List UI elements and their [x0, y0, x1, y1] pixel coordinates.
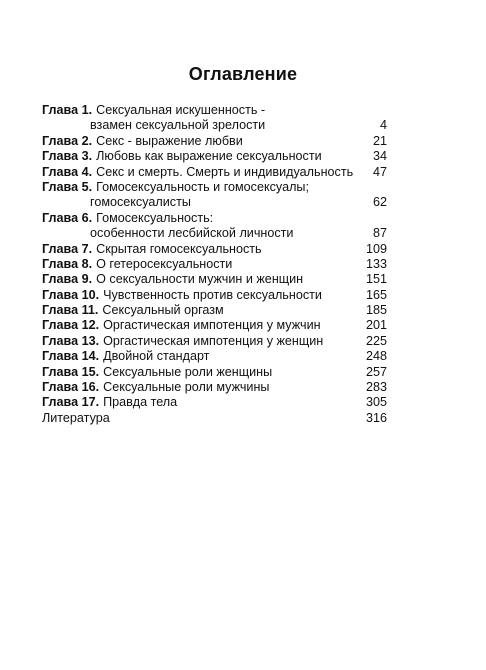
- table-of-contents: [42, 103, 387, 426]
- toc-line: [42, 165, 387, 180]
- chapter-label: Глава 17.: [42, 395, 100, 410]
- toc-line: [42, 103, 387, 118]
- chapter-title: Двойной стандарт: [103, 349, 210, 364]
- page-number: 133: [365, 256, 387, 271]
- toc-entry: [42, 211, 387, 242]
- chapter-title: Сексуальные роли мужчины: [103, 380, 270, 395]
- chapter-title: Чувственность против сексуальности: [103, 287, 322, 302]
- page-number: 305: [365, 395, 387, 410]
- chapter-label: Глава 2.: [42, 133, 93, 148]
- toc-entry: [42, 411, 387, 426]
- page-number: 21: [372, 133, 387, 148]
- toc-line: [42, 242, 387, 257]
- chapter-title: Любовь как выражение сексуальности: [96, 149, 322, 164]
- chapter-title: особенности лесбийской личности: [90, 226, 294, 241]
- page-number: 283: [365, 380, 387, 395]
- toc-line: [42, 318, 387, 333]
- toc-entry: [42, 180, 387, 211]
- page-number: 165: [365, 287, 387, 302]
- toc-entry: [42, 334, 387, 349]
- toc-line: [42, 395, 387, 410]
- chapter-title: гомосексуалисты: [90, 195, 191, 210]
- toc-line: [42, 180, 387, 195]
- toc-entry: [42, 395, 387, 410]
- toc-entry: [42, 134, 387, 149]
- chapter-title: О гетеросексуальности: [96, 256, 233, 271]
- chapter-title: Оргастическая импотенция у мужчин: [103, 318, 321, 333]
- chapter-label: Глава 4.: [42, 164, 93, 179]
- chapter-title: Литература: [42, 410, 110, 425]
- toc-line: [42, 211, 387, 226]
- chapter-title: Скрытая гомосексуальность: [96, 241, 262, 256]
- chapter-label: Глава 13.: [42, 333, 100, 348]
- chapter-label: Глава 3.: [42, 149, 93, 164]
- chapter-title: взамен сексуальной зрелости: [90, 118, 266, 133]
- chapter-label: Глава 6.: [42, 210, 93, 225]
- chapter-label: Глава 9.: [42, 272, 93, 287]
- toc-line: [42, 411, 387, 426]
- chapter-title: Гомосексуальность:: [96, 210, 214, 225]
- toc-entry: [42, 380, 387, 395]
- chapter-title: Гомосексуальность и гомосексуалы;: [96, 179, 309, 194]
- chapter-label: Глава 5.: [42, 179, 93, 194]
- chapter-label: Глава 15.: [42, 364, 100, 379]
- page-number: 34: [372, 149, 387, 164]
- page-number: 62: [372, 195, 387, 210]
- page-number: 87: [372, 226, 387, 241]
- toc-line: [42, 380, 387, 395]
- toc-line: [42, 134, 387, 149]
- toc-entry: [42, 349, 387, 364]
- chapter-label: Глава 11.: [42, 303, 99, 318]
- page-number: 47: [372, 164, 387, 179]
- toc-entry: [42, 365, 387, 380]
- chapter-title: Оргастическая импотенция у женщин: [103, 333, 324, 348]
- page-number: 225: [365, 333, 387, 348]
- chapter-title: Секс - выражение любви: [96, 133, 243, 148]
- toc-line: [42, 257, 387, 272]
- toc-line: [42, 288, 387, 303]
- chapter-title: Сексуальная искушенность -: [96, 103, 266, 117]
- toc-entry: [42, 288, 387, 303]
- page-number: 185: [365, 303, 387, 318]
- toc-entry: [42, 165, 387, 180]
- toc-line: [42, 349, 387, 364]
- toc-title: Оглавление: [188, 64, 298, 84]
- toc-line: [42, 303, 387, 318]
- chapter-label: Глава 16.: [42, 380, 100, 395]
- chapter-label: Глава 12.: [42, 318, 100, 333]
- chapter-label: Глава 7.: [42, 241, 93, 256]
- page-number: 201: [365, 318, 387, 333]
- chapter-title: Секс и смерть. Смерть и индивидуальность: [96, 164, 354, 179]
- toc-line: [42, 149, 387, 164]
- toc-line: [42, 195, 387, 210]
- chapter-label: Глава 14.: [42, 349, 100, 364]
- toc-line: [42, 365, 387, 380]
- chapter-label: Глава 1.: [42, 103, 93, 117]
- chapter-label: Глава 8.: [42, 256, 93, 271]
- toc-entry: [42, 242, 387, 257]
- page-number: 248: [365, 349, 387, 364]
- toc-line: [42, 272, 387, 287]
- page-number: 316: [365, 410, 387, 425]
- page-number: 4: [379, 118, 387, 133]
- chapter-title: Правда тела: [103, 395, 178, 410]
- toc-entry: [42, 257, 387, 272]
- chapter-title: О сексуальности мужчин и женщин: [96, 272, 304, 287]
- toc-entry: [42, 318, 387, 333]
- toc-line: [42, 118, 387, 133]
- toc-line: [42, 226, 387, 241]
- toc-entry: [42, 149, 387, 164]
- toc-line: [42, 334, 387, 349]
- page-number: 257: [365, 364, 387, 379]
- toc-entry: [42, 303, 387, 318]
- toc-entry: [42, 103, 387, 134]
- chapter-title: Сексуальный оргазм: [102, 303, 224, 318]
- toc-entry: [42, 272, 387, 287]
- page-number: 109: [365, 241, 387, 256]
- page-number: 151: [365, 272, 387, 287]
- chapter-label: Глава 10.: [42, 287, 100, 302]
- chapter-title: Сексуальные роли женщины: [103, 364, 273, 379]
